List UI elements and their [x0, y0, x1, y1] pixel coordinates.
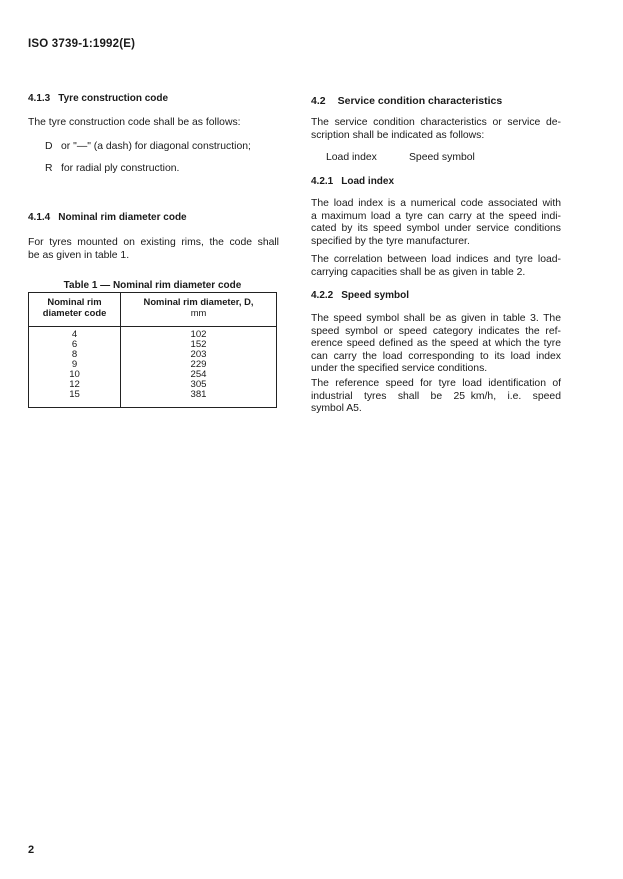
rim-code-cell: 12 [29, 380, 121, 390]
rim-diameter-cell: 102 [121, 327, 277, 341]
rim-code-cell: 9 [29, 360, 121, 370]
section-4-2-1-heading [311, 176, 394, 187]
section-4-1-4-heading [28, 212, 187, 223]
code-letter: D [45, 141, 53, 152]
section-4-2-2-paragraph-2 [311, 378, 561, 416]
table-1-nominal-rim-diameter [28, 292, 277, 408]
section-4-2-1-paragraph-1 [311, 198, 561, 248]
code-description: or "—" (a dash) for diagonal construction; [61, 141, 251, 152]
section-4-2-1-paragraph-2 [311, 254, 561, 279]
header-line: Nominal rim diameter, D, [143, 296, 254, 307]
section-4-2-heading [311, 95, 502, 107]
section-number: 4.1.4 [28, 212, 51, 223]
rim-code-cell: 15 [29, 390, 121, 408]
code-description: for radial ply construction. [61, 163, 180, 174]
section-title: Load index [341, 176, 395, 187]
paragraph-line: The correlation between load indices and tyre load- [311, 254, 561, 265]
paragraph-line: The load index is a numerical code associated with [311, 198, 561, 209]
section-title: Nominal rim diameter code [58, 212, 187, 223]
section-title: Service condition characteristics [337, 95, 503, 107]
paragraph-line: a maximum load a tyre can carry at the speed indi- [311, 210, 561, 222]
paragraph-line: The reference speed for tyre load identification of [311, 378, 561, 389]
table-row [29, 360, 277, 370]
section-4-2-paragraph [311, 117, 561, 142]
column-header-rim-code [29, 293, 121, 327]
paragraph-line: industrial tyres shall be 25 km/h, i.e. speed [311, 390, 561, 402]
service-item-load-index: Load index [326, 152, 377, 163]
rim-code-cell: 4 [29, 327, 121, 341]
construction-code-item-r [45, 163, 179, 174]
paragraph-line: The service condition characteristics or service de- [311, 117, 561, 128]
page-number: 2 [28, 844, 35, 856]
section-4-1-3-heading [28, 93, 168, 104]
table-row [29, 390, 277, 408]
paragraph-line: erence speed defined as the speed at which the tyre [311, 338, 561, 349]
rim-code-cell: 10 [29, 370, 121, 380]
paragraph-line: The speed symbol shall be as given in table 3. The [311, 313, 561, 324]
table-row [29, 340, 277, 350]
rim-code-cell: 8 [29, 350, 121, 360]
table-1-caption: Table 1 — Nominal rim diameter code [63, 280, 242, 291]
paragraph-line: cated by its speed symbol under service conditions [311, 223, 561, 234]
rim-diameter-cell: 305 [121, 380, 277, 390]
service-item-speed-symbol: Speed symbol [409, 152, 475, 163]
table-header-row [29, 293, 277, 327]
column-header-rim-diameter [121, 293, 277, 327]
section-number: 4.1.3 [28, 93, 51, 104]
construction-code-item-d [45, 141, 251, 152]
section-number: 4.2 [311, 95, 326, 107]
rim-diameter-cell: 203 [121, 350, 277, 360]
section-4-1-4-paragraph [28, 237, 279, 262]
paragraph-line: carrying capacities shall be as given in table 2. [311, 266, 526, 278]
rim-diameter-cell: 381 [121, 390, 277, 408]
rim-code-cell: 6 [29, 340, 121, 350]
header-line: diameter code [42, 307, 107, 318]
paragraph-line: symbol A5. [311, 403, 362, 414]
section-4-2-2-heading [311, 290, 409, 301]
section-number: 4.2.2 [311, 290, 334, 301]
paragraph-line: be as given in table 1. [28, 249, 130, 261]
paragraph-line: For tyres mounted on existing rims, the code shall [28, 237, 279, 248]
rim-diameter-cell: 229 [121, 360, 277, 370]
paragraph-line: The tyre construction code shall be as follows: [28, 117, 241, 128]
paragraph-line: can carry the load corresponding to its load index [311, 350, 561, 362]
paragraph-line: specified by the tyre manufacturer. [311, 235, 470, 247]
rim-diameter-cell: 254 [121, 370, 277, 380]
section-number: 4.2.1 [311, 176, 334, 187]
table-row [29, 370, 277, 380]
section-title: Tyre construction code [58, 93, 169, 104]
section-title: Speed symbol [341, 290, 410, 301]
table-row [29, 327, 277, 341]
rim-diameter-cell: 152 [121, 340, 277, 350]
document-id: ISO 3739-1:1992(E) [28, 38, 136, 50]
paragraph-line: speed symbol or speed category indicates the ref- [311, 325, 561, 337]
table-row [29, 380, 277, 390]
table-row [29, 350, 277, 360]
section-4-1-3-intro [28, 117, 241, 130]
section-4-2-2-paragraph-1 [311, 313, 561, 376]
paragraph-line: under the specified service conditions. [311, 363, 488, 374]
code-letter: R [45, 163, 53, 174]
header-line: Nominal rim [47, 296, 102, 307]
paragraph-line: scription shall be indicated as follows: [311, 129, 485, 141]
header-line: mm [190, 307, 207, 318]
